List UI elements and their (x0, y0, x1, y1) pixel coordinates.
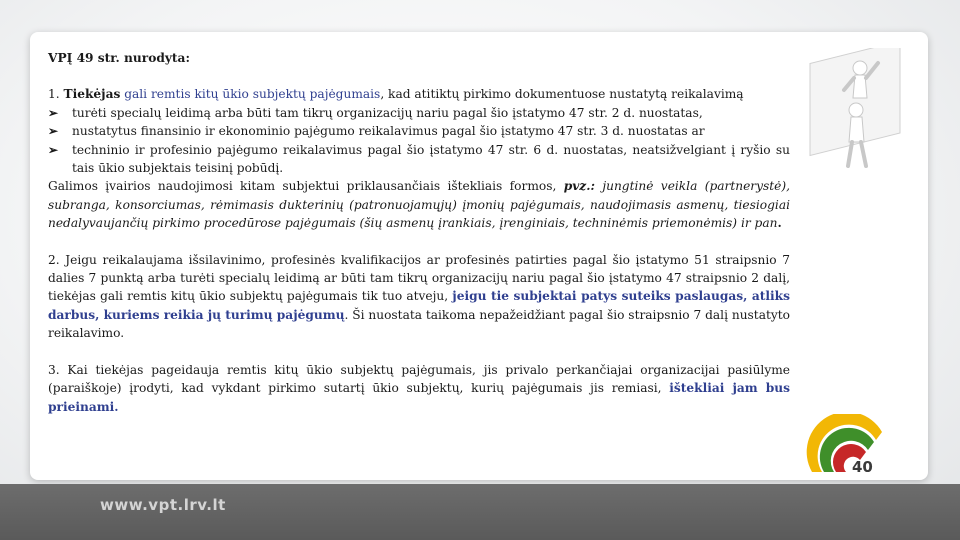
paragraph-1 (48, 85, 790, 103)
paragraph-2-text: 2. Jeigu reikalaujama išsilavinimo, profesinės kvalifikacijos ar profesinės patirties pagal šio įstatymo 51 straipsnio 7 dalies 7 punktą arba turėti specialų leidimą ar būti tam tikrų organizacijų nariu pagal šio įstatymo 47 straipsnio 2 dalį, tiekėjas gali remtis kitų ūkio subjektų pajėgumais tik tuo atveju, (48, 252, 790, 304)
arrow-bullet-icon: ➢ (48, 142, 59, 157)
slide-heading: VPĮ 49 str. nurodyta: (48, 51, 190, 65)
paragraph-2 (48, 251, 790, 343)
figure-head-lower (849, 103, 863, 117)
forms-period: . (777, 216, 782, 231)
paragraph-1-number: 1. (48, 87, 60, 102)
paragraph-1-end: nustatytą reikalavimą (605, 87, 744, 102)
bullet-item (48, 104, 790, 122)
footer-bar (0, 484, 960, 540)
bullet-text: techninio ir profesinio pajėgumo reikalavimus pagal šio įstatymo 47 str. 6 d. nuostatas, neatsižvelgiant į ryšio su tais ūkio subjektais teisinį pobūdį. (72, 142, 790, 176)
figure-body-lower (849, 117, 864, 142)
paragraph-1-highlight: gali remtis kitų ūkio subjektų pajėgumais (124, 87, 381, 102)
paragraph-3-text: 3. Kai tiekėjas pageidauja remtis kitų ūkio subjektų pajėgumais, jis privalo perkančiajai organizacijai pasiūlyme (paraiškoje) įrodyti, kad vykdant pirkimo sutartį ūkio subjektų, kurių pajėgumais jis remiasi, (48, 362, 790, 396)
paragraph-1-middle: , kad atitiktų pirkimo dokumentuose (380, 87, 606, 102)
forms-examples: jungtinė veikla (partnerystė), subranga, konsorciumas, rėmimasis dukterinių (patronuojamųjų) įmonių pajėgumais, naudojimasis asmenų, tiesiogiai nedalyvaujančių pirkimo procedūrose pajėgumais (šių asmenų įrankiais, įrenginiais, techninėmis priemonėmis) ir pan (48, 179, 791, 231)
forms-intro: Galimos įvairios naudojimosi kitam subjektui priklausančiais ištekliais formos, (48, 179, 564, 194)
arrow-bullet-icon: ➢ (48, 105, 59, 120)
forms-paragraph (48, 177, 790, 232)
bullet-text: turėti specialų leidimą arba būti tam tikrų organizacijų nariu pagal šio įstatymo 47 str. 2 d. nuostatas, (72, 105, 703, 120)
page-number: 40 (852, 458, 873, 476)
figure-legs (848, 142, 866, 166)
paragraph-1-subject: Tiekėjas (63, 87, 121, 102)
bullet-item (48, 122, 790, 140)
forms-example-marker: pvz.: (563, 179, 595, 194)
bullet-text: nustatytus finansinio ir ekonominio pajėgumo reikalavimus pagal šio įstatymo 47 str. 3 d. nuostatas ar (72, 124, 705, 139)
bullet-item (48, 141, 790, 178)
arrow-bullet-icon: ➢ (48, 124, 59, 139)
paragraph-3 (48, 361, 790, 416)
figure-head (853, 61, 867, 75)
footer-url[interactable]: www.vpt.lrv.lt (100, 496, 226, 514)
paragraph-2-end: . Ši nuostata taikoma nepažeidžiant pagal šio straipsnio 7 dalį nustatyto reikalavimo. (48, 307, 790, 341)
paragraph-2-highlight: jeigu tie subjektai patys suteiks paslaugas, atliks darbus, kuriems reikia jų turimų pajėgumų (48, 289, 790, 322)
paragraph-3-highlight: ištekliai jam bus prieinami. (48, 381, 790, 414)
tricolor-arc-logo-icon (806, 414, 890, 474)
climbing-figures-icon (808, 48, 958, 173)
slide-content (48, 49, 790, 416)
